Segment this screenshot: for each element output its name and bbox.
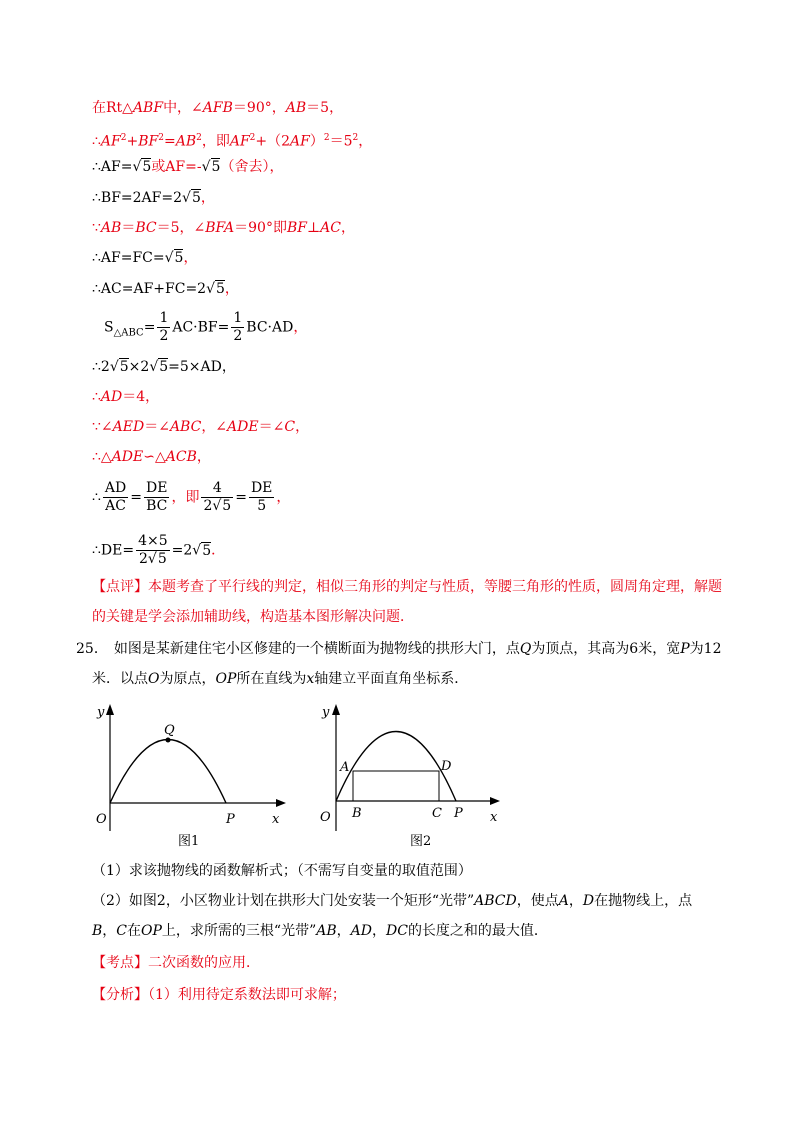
- question-2: （2）如图2，小区物业计划在拱形大门处安装一个矩形“光带”ABCD，使点A，D在抛物线上，点 B，C在OP上，求所需的三根“光带”AB，AD，DC的长度之和的最大值．: [92, 893, 693, 939]
- fig2-parabola: [336, 732, 456, 802]
- figure-2-caption: 图2: [410, 834, 432, 849]
- solution-line-6: ∴AF=FC=√5，: [92, 250, 198, 266]
- solution-line-5: ∵AB＝BC＝5，∠BFA＝90°即BF⊥AC，: [92, 220, 355, 236]
- fig2-y-arrow: [332, 704, 340, 715]
- figure-2: [310, 698, 510, 838]
- solution-line-1: 在Rt△ABF中，∠AFB＝90°，AB＝5，: [92, 100, 344, 116]
- solution-line-4: ∴BF=2AF=2√5，: [92, 190, 215, 206]
- fig2-label-C: C: [432, 806, 442, 821]
- solution-line-3: ∴AF=√5或AF=-√5（舍去），: [92, 159, 284, 175]
- fig1-parabola: [110, 740, 226, 804]
- fig2-label-x: x: [490, 810, 498, 825]
- fig2-x-arrow: [490, 797, 500, 805]
- solution-line-7: ∴AC=AF+FC=2√5，: [92, 281, 239, 297]
- fig1-vertex-point: [166, 738, 171, 743]
- fig1-label-x: x: [272, 812, 280, 827]
- solution-line-8: $S_{\triangle ABC}=$ $\frac{1}{2}$ AC·BF= $\frac{1}{2}$ BC·AD，: [104, 310, 308, 344]
- fig2-label-y: y: [322, 705, 330, 720]
- figure-1-caption: 图1: [178, 834, 200, 849]
- solution-line-14: ∴DE= $\frac{4\times 5}{2√5}$ =2√5．: [92, 533, 226, 567]
- solution-line-12: ∴△ADE∽△ACB，: [92, 449, 211, 465]
- kaodian-line: 【考点】二次函数的应用．: [92, 955, 260, 971]
- figure-1: [86, 698, 296, 838]
- solution-line-2: $\therefore AF^2+BF^2=AB^2$，即$AF^2+(2AF)^2=5^2$，: [92, 133, 373, 150]
- fig2-label-P: P: [454, 806, 463, 821]
- comment-block: 【点评】本题考查了平行线的判定，相似三角形的判定与性质，等腰三角形的性质，圆周角定理，解题 的关键是学会添加辅助线，构造基本图形解决问题．: [92, 579, 722, 625]
- fig1-label-O: O: [96, 812, 107, 827]
- problem-25: 25． 如图是某新建住宅小区修建的一个横断面为抛物线的拱形大门，点Q为顶点，其高为6米，宽P为12 米．以点O为原点，OP所在直线为x轴建立平面直角坐标系．: [76, 641, 722, 687]
- fig1-y-arrow: [106, 704, 114, 715]
- fig2-label-A: A: [340, 760, 350, 775]
- fig2-label-B: B: [352, 806, 362, 821]
- solution-line-10: ∴AD＝4，: [92, 389, 160, 405]
- fig1-label-P: P: [226, 812, 235, 827]
- fig2-rectangle: [353, 771, 439, 801]
- question-1: （1）求该抛物线的函数解析式；（不需写自变量的取值范围）: [92, 863, 472, 879]
- solution-line-9: ∴2√5×2√5=5×AD，: [92, 359, 236, 375]
- fig1-label-y: y: [97, 705, 105, 720]
- fig2-label-O: O: [320, 810, 331, 825]
- fenxi-line: 【分析】（1）利用待定系数法即可求解；: [92, 987, 346, 1003]
- solution-line-11: ∵∠AED＝∠ABC，∠ADE＝∠C，: [92, 419, 310, 435]
- fig1-x-arrow: [276, 799, 286, 807]
- solution-line-13: ∴ $\frac{AD}{AC}$ = $\frac{DE}{BC}$ ，即 $\frac{4}{2√5}$ = $\frac{DE}{5}$ ，: [92, 480, 291, 514]
- fig2-label-D: D: [441, 759, 452, 774]
- fig1-label-Q: Q: [164, 723, 175, 738]
